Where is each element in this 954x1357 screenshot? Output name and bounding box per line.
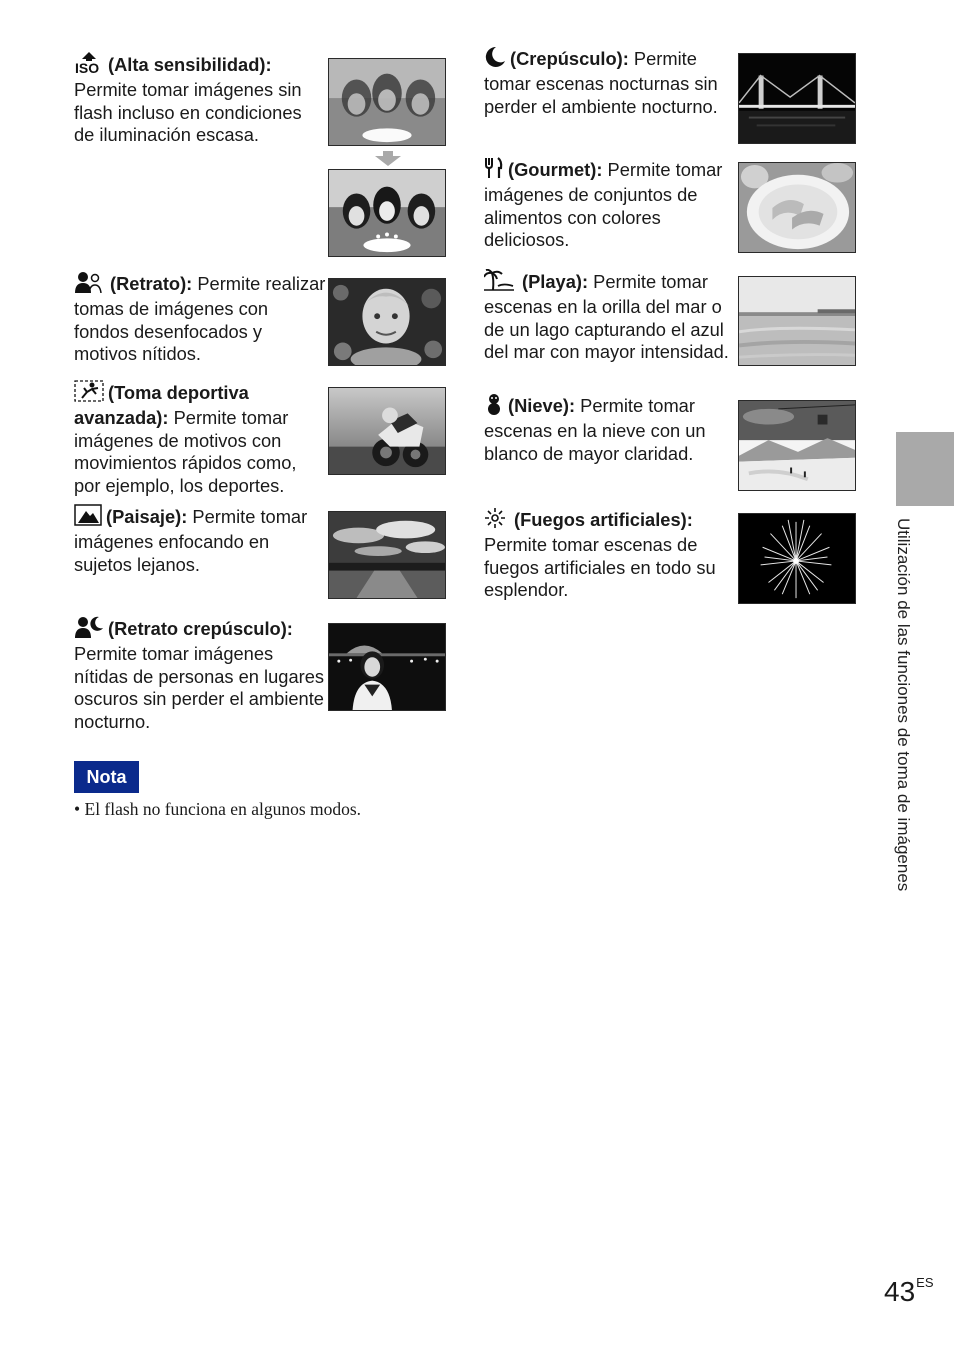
landscape-icon: [74, 504, 102, 531]
photo-twilight-portrait: [328, 623, 446, 711]
sports-icon: [74, 380, 104, 407]
mode-landscape: (Paisaje): Permite tomar imágenes enfocando en sujetos lejanos.: [74, 506, 308, 575]
fireworks-icon: [484, 507, 506, 534]
photo-snow: [738, 400, 856, 491]
mode-advanced-sports: (Toma deportiva avanzada): Permite tomar imágenes de motivos con movimientos rápidos como, por ejemplo, los deportes.: [74, 382, 297, 496]
mode-portrait: (Retrato): Permite realizar tomas de imágenes con fondos desenfocados y motivos nítidos.: [74, 273, 326, 365]
photo-portrait: [328, 278, 446, 366]
twilight-moon-icon: [484, 46, 506, 73]
iso-icon: [74, 52, 104, 79]
beach-icon: [484, 269, 514, 296]
mode-twilight-portrait: (Retrato crepúsculo): Permite tomar imágenes nítidas de personas en lugares oscuros sin perder el ambiente nocturno.: [74, 618, 325, 732]
snow-icon: [484, 393, 504, 420]
page-number-suffix: ES: [916, 1275, 934, 1290]
photo-twilight: [738, 53, 856, 144]
page-number: [884, 1265, 934, 1310]
mode-beach: (Playa): Permite tomar escenas en la orilla del mar o de un lago capturando el azul del mar con mayor intensidad.: [484, 271, 729, 363]
photo-landscape: [328, 511, 446, 599]
side-tab-label: Utilización de las funciones de toma de imágenes: [894, 518, 913, 892]
mode-twilight: (Crepúsculo): Permite tomar escenas nocturnas sin perder el ambiente nocturno.: [484, 48, 718, 117]
photo-high-sensitivity-blurry: [328, 58, 446, 146]
portrait-icon: [74, 271, 102, 298]
nota-text: • El flash no funciona en algunos modos.: [74, 799, 362, 819]
svg-text:ISO: ISO: [75, 60, 100, 74]
twilight-portrait-icon: [74, 616, 104, 643]
photo-fireworks: [738, 513, 856, 604]
page-number-value: 43: [884, 1276, 916, 1307]
mode-gourmet: (Gourmet): Permite tomar imágenes de conjuntos de alimentos con colores deliciosos.: [484, 159, 723, 251]
mode-fireworks: (Fuegos artificiales): Permite tomar escenas de fuegos artificiales en todo su esplendor.: [484, 509, 716, 601]
mode-high-sensitivity: ISO (Alta sensibilidad): Permite tomar imágenes sin flash incluso en condiciones de iluminación escasa.: [74, 54, 302, 146]
side-tab: [896, 432, 954, 506]
photo-advanced-sports: [328, 387, 446, 475]
nota-label: Nota: [74, 761, 139, 793]
photo-beach: [738, 276, 856, 366]
gourmet-icon: [484, 157, 504, 184]
photo-high-sensitivity-sharp: [328, 169, 446, 257]
photo-gourmet: [738, 162, 856, 253]
mode-snow: (Nieve): Permite tomar escenas en la nieve con un blanco de mayor claridad.: [484, 395, 706, 464]
